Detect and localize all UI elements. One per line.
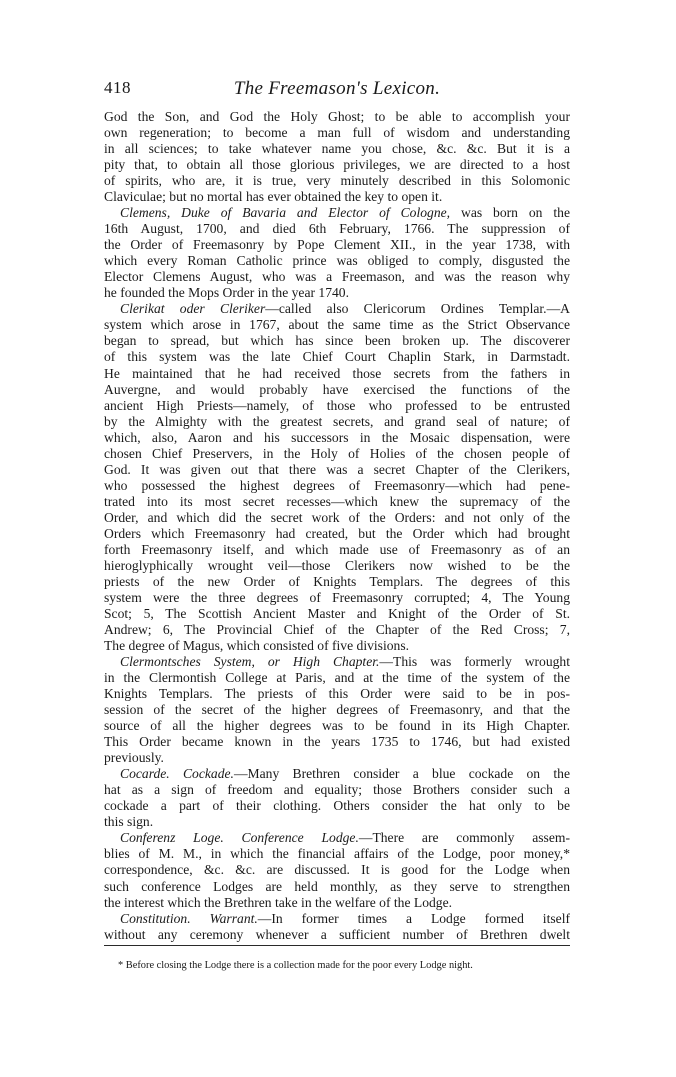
line-text: —There are commonly assem-	[358, 830, 570, 846]
text-line	[104, 269, 570, 285]
line-text: by the Almighty with the greatest secrets, and grand seal of nature; of	[104, 413, 570, 429]
text-line	[104, 734, 570, 750]
line-text: began to spread, but which has since been broken up. The discoverer	[104, 333, 570, 349]
line-text: without any ceremony whenever a sufficient number of Brethren dwelt	[104, 926, 570, 942]
text-line	[104, 382, 570, 398]
line-text: in the Clermontish College at Paris, and at the time of the system of the	[104, 670, 570, 686]
line-text: Auvergne, and would probably have exercised the functions of the	[104, 381, 570, 397]
line-text: the Order of Freemasonry by Pope Clement XII., in the year 1738, with	[104, 237, 570, 253]
entry-heading: Clerikat oder Cleriker	[120, 301, 266, 317]
text-line	[104, 766, 570, 782]
text-line	[104, 927, 570, 943]
text-line	[104, 349, 570, 365]
line-text: trated into its most secret recesses—which knew the supremacy of the	[104, 493, 570, 509]
line-text: who possessed the highest degrees of Freemasonry—which had pene-	[104, 477, 570, 493]
line-text: own regeneration; to become a man full of wisdom and understanding	[104, 125, 570, 141]
line-text: blies of M. M., in which the financial affairs of the Lodge, poor money,*	[104, 846, 570, 862]
text-line	[104, 221, 570, 237]
line-text: cockade a part of their clothing. Others consider the hat only to be	[104, 798, 570, 814]
line-text: —This was formerly wrought	[379, 654, 570, 670]
line-text: —In former times a Lodge formed itself	[257, 910, 570, 926]
text-line	[104, 478, 570, 494]
line-text: of spirits, who are, it is true, very minutely described in this Solomonic	[104, 173, 570, 189]
page-number: 418	[104, 78, 131, 97]
text-line	[104, 798, 570, 814]
text-line	[104, 718, 570, 734]
text-line	[104, 157, 570, 173]
line-text: Elector Clemens August, who was a Freemason, and was the reason why	[104, 269, 570, 285]
line-text: The degree of Magus, which consisted of five divisions.	[104, 638, 410, 654]
line-text: —Many Brethren consider a blue cockade on the	[233, 766, 570, 782]
running-head: The Freemason's Lexicon.	[233, 78, 441, 99]
text-line	[104, 846, 570, 862]
text-line	[104, 462, 570, 478]
text-line	[104, 895, 570, 911]
text-line	[104, 301, 570, 317]
entry-heading: Conferenz Loge. Conference Lodge.	[120, 830, 359, 846]
line-text: Claviculae; but no mortal has ever obtained the key to open it.	[104, 189, 443, 205]
text-line	[104, 911, 570, 927]
line-text: God. It was given out that there was a secret Chapter of the Clerikers,	[104, 461, 570, 477]
text-line	[104, 253, 570, 269]
text-line	[104, 333, 570, 349]
text-line	[104, 638, 570, 654]
text-line	[104, 317, 570, 333]
line-text: Order, and which did the secret work of the Orders: and not only of the	[104, 509, 570, 525]
line-text: of this system was the late Chief Court Chaplin Stark, in Darmstadt.	[104, 349, 570, 365]
entry-heading: Clermontsches System, or High Chapter.	[120, 654, 380, 670]
text-line	[104, 446, 570, 462]
text-line	[104, 590, 570, 606]
line-text: hieroglyphically wrought veil—those Clerikers now wished to be the	[104, 557, 570, 573]
text-line	[104, 558, 570, 574]
line-text: which every Roman Catholic prince was obliged to comply, disgusted the	[104, 253, 570, 269]
footnote-rule	[104, 945, 570, 946]
text-line	[104, 173, 570, 189]
text-line	[104, 830, 570, 846]
text-line	[104, 205, 570, 221]
line-text: which, also, Aaron and his successors in the Mosaic dispensation, were	[104, 429, 570, 445]
line-text: he founded the Mops Order in the year 1740.	[104, 285, 349, 301]
text-line	[104, 430, 570, 446]
line-text: priests of the new Order of Knights Templars. The degrees of this	[104, 573, 570, 589]
text-line	[104, 398, 570, 414]
text-line	[104, 782, 570, 798]
text-line	[104, 750, 570, 766]
text-line	[104, 141, 570, 157]
text-line	[104, 670, 570, 686]
text-line	[104, 862, 570, 878]
entry-heading: Constitution. Warrant.	[120, 910, 258, 926]
line-text: Andrew; 6, The Provincial Chief of the Chapter of the Red Cross; 7,	[104, 622, 570, 637]
text-line	[104, 622, 570, 638]
text-line	[104, 366, 570, 382]
line-text: such conference Lodges are held monthly, as they serve to strengthen	[104, 878, 570, 894]
line-text: previously.	[104, 750, 164, 766]
line-text: This Order became known in the years 1735 to 1746, but had existed	[104, 734, 570, 750]
text-line	[104, 654, 570, 670]
line-text: Knights Templars. The priests of this Order were said to be in pos-	[104, 686, 570, 702]
line-text: session of the secret of the higher degrees of Freemasonry, and that the	[104, 702, 570, 718]
line-text: forth Freemasonry itself, and which made use of Freemasonry as of an	[104, 541, 570, 557]
line-text: the interest which the Brethren take in the welfare of the Lodge.	[104, 894, 453, 910]
text-line	[104, 285, 570, 301]
body-text	[104, 109, 570, 943]
line-text: —called also Clericorum Ordines Templar.—A	[265, 301, 570, 317]
line-text: correspondence, &c. &c. are discussed. It is good for the Lodge when	[104, 862, 570, 878]
line-text: God the Son, and God the Holy Ghost; to be able to accomplish your	[104, 109, 570, 124]
line-text: hat as a sign of freedom and equality; those Brothers consider such a	[104, 782, 570, 798]
page-header	[104, 78, 570, 104]
line-text: pity that, to obtain all those glorious privileges, we are directed to a host	[104, 157, 570, 173]
text-line	[104, 686, 570, 702]
text-line	[104, 125, 570, 141]
text-line	[104, 526, 570, 542]
line-text: source of all the higher degrees was to be found in its High Chapter.	[104, 718, 570, 734]
line-text: 16th August, 1700, and died 6th February, 1766. The suppression of	[104, 221, 570, 237]
text-line	[104, 237, 570, 253]
text-line	[104, 879, 570, 895]
text-line	[104, 702, 570, 718]
text-line	[104, 542, 570, 558]
line-text: chosen Chief Preservers, in the Holy of Holies of the chosen people of	[104, 445, 570, 461]
text-line	[104, 414, 570, 430]
text-line	[104, 510, 570, 526]
line-text: ancient High Priests—namely, of those who professed to be entrusted	[104, 397, 570, 413]
text-line	[104, 606, 570, 622]
line-text: this sign.	[104, 814, 154, 830]
text-line	[104, 189, 570, 205]
text-line	[104, 574, 570, 590]
footnote: * Before closing the Lodge there is a collection made for the poor every Lodge night.	[118, 960, 473, 971]
text-line	[104, 109, 570, 125]
line-text: Scot; 5, The Scottish Ancient Master and Knight of the Order of St.	[104, 605, 570, 621]
line-text: Orders which Freemasonry had created, but the Order which had brought	[104, 525, 570, 541]
entry-heading: Clemens, Duke of Bavaria and Elector of Cologne,	[120, 205, 451, 221]
line-text: He maintained that he had received those secrets from the fathers in	[104, 365, 570, 381]
line-text: system which arose in 1767, about the same time as the Strict Observance	[104, 317, 570, 333]
line-text: system were the three degrees of Freemasonry corrupted; 4, The Young	[104, 589, 570, 605]
line-text: in all sciences; to take whatever name you chose, &c. &c. But it is a	[104, 141, 570, 157]
text-line	[104, 814, 570, 830]
text-line	[104, 494, 570, 510]
line-text: was born on the	[450, 205, 570, 221]
entry-heading: Cocarde. Cockade.	[120, 766, 234, 782]
